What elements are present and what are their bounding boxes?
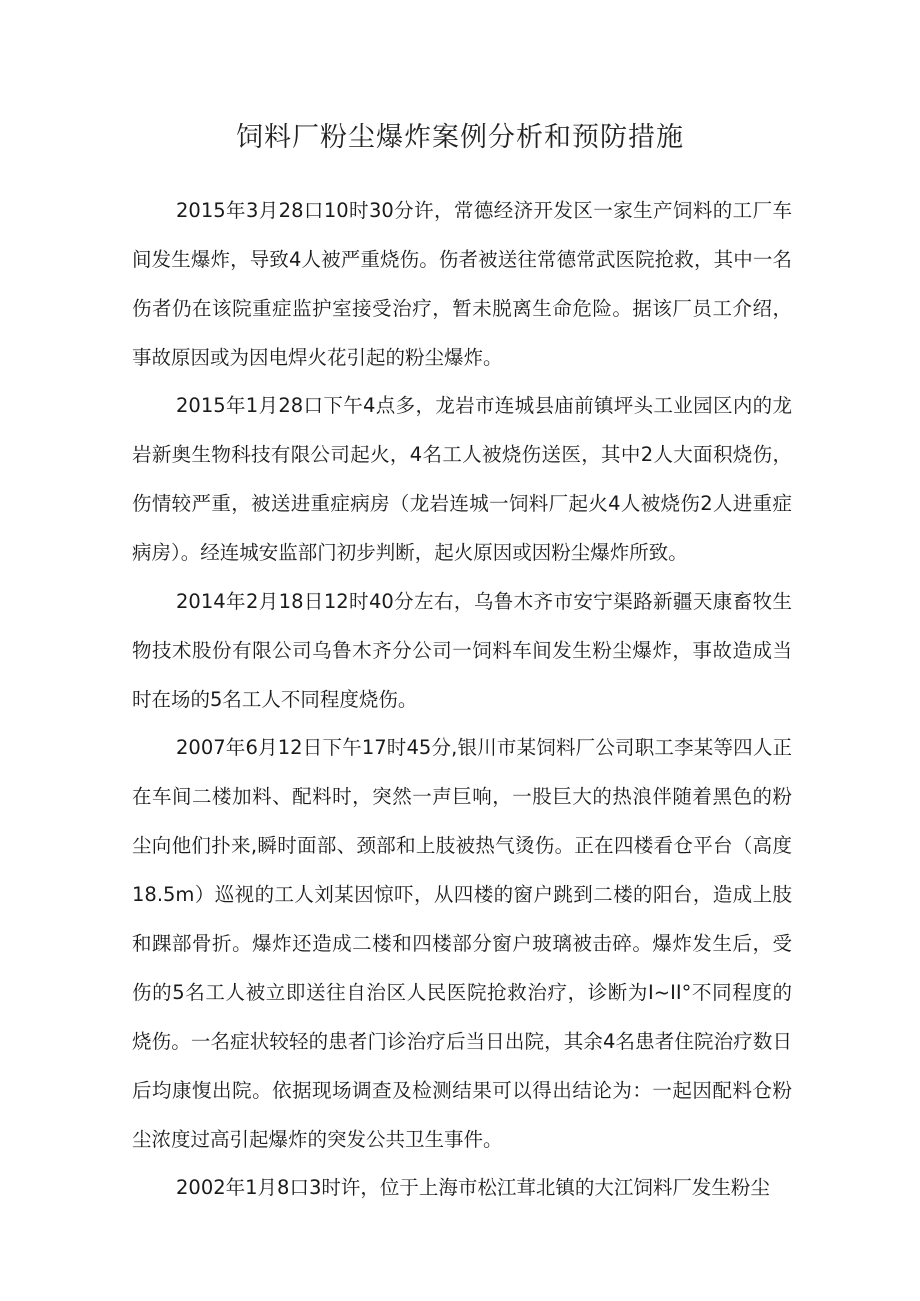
paragraph: 2014年2月18日12时40分左右，乌鲁木齐市安宁渠路新疆天康畜牧生物技术股份有限公司乌鲁木齐分公司一饲料车间发生粉尘爆炸，事故造成当时在场的5名工人不同程度烧伤。: [132, 589, 792, 711]
paragraph: 2015年3月28口10时30分许，常德经济开发区一家生产饲料的工厂车间发生爆炸，导致4人被严重烧伤。伤者被送往常德常武医院抢救，其中一名伤者仍在该院重症监护室接受治疗，暂未脱离生命危险。据该厂员工介绍，事故原因或为因电焊火花引起的粉尘爆炸。: [132, 198, 792, 369]
paragraph: 2002年1月8口3时许，位于上海市松江茸北镇的大江饲料厂发生粉尘: [176, 1175, 770, 1199]
document-title: 饲料厂粉尘爆炸案例分析和预防措施: [236, 122, 684, 153]
paragraph: 2007年6月12日下午17时45分,银川市某饲料厂公司职工李某等四人正在车间二楼加料、配料时，突然一声巨响，一股巨大的热浪伴随着黑色的粉尘向他们扑来,瞬时面部、颈部和上肢被热气烫伤。正在四楼看仓平台（高度18.5m）巡视的工人刘某因惊吓，从四楼的窗户跳到二楼的阳台，造成上肢和踝部骨折。爆炸还造成二楼和四楼部分窗户玻璃被击碎。爆炸发生后，受伤的5名工人被立即送往自治区人民医院抢救治疗，诊断为I~II°不同程度的烧伤。一名症状较轻的患者门诊治疗后当日出院，其余4名患者住院治疗数日后均康愎出院。依据现场调查及检测结果可以得出结论为：一起因配料仓粉尘浓度过高引起爆炸的突发公共卫生事件。: [132, 735, 792, 1151]
paragraph: 2015年1月28口下午4点多，龙岩市连城县庙前镇坪头工业园区内的龙岩新奥生物科技有限公司起火，4名工人被烧伤送医，其中2人大面积烧伤，伤情较严重，被送进重症病房（龙岩连城一饲料厂起火4人被烧伤2人进重症病房）。经连城安监部门初步判断，起火原因或因粉尘爆炸所致。: [132, 393, 792, 564]
